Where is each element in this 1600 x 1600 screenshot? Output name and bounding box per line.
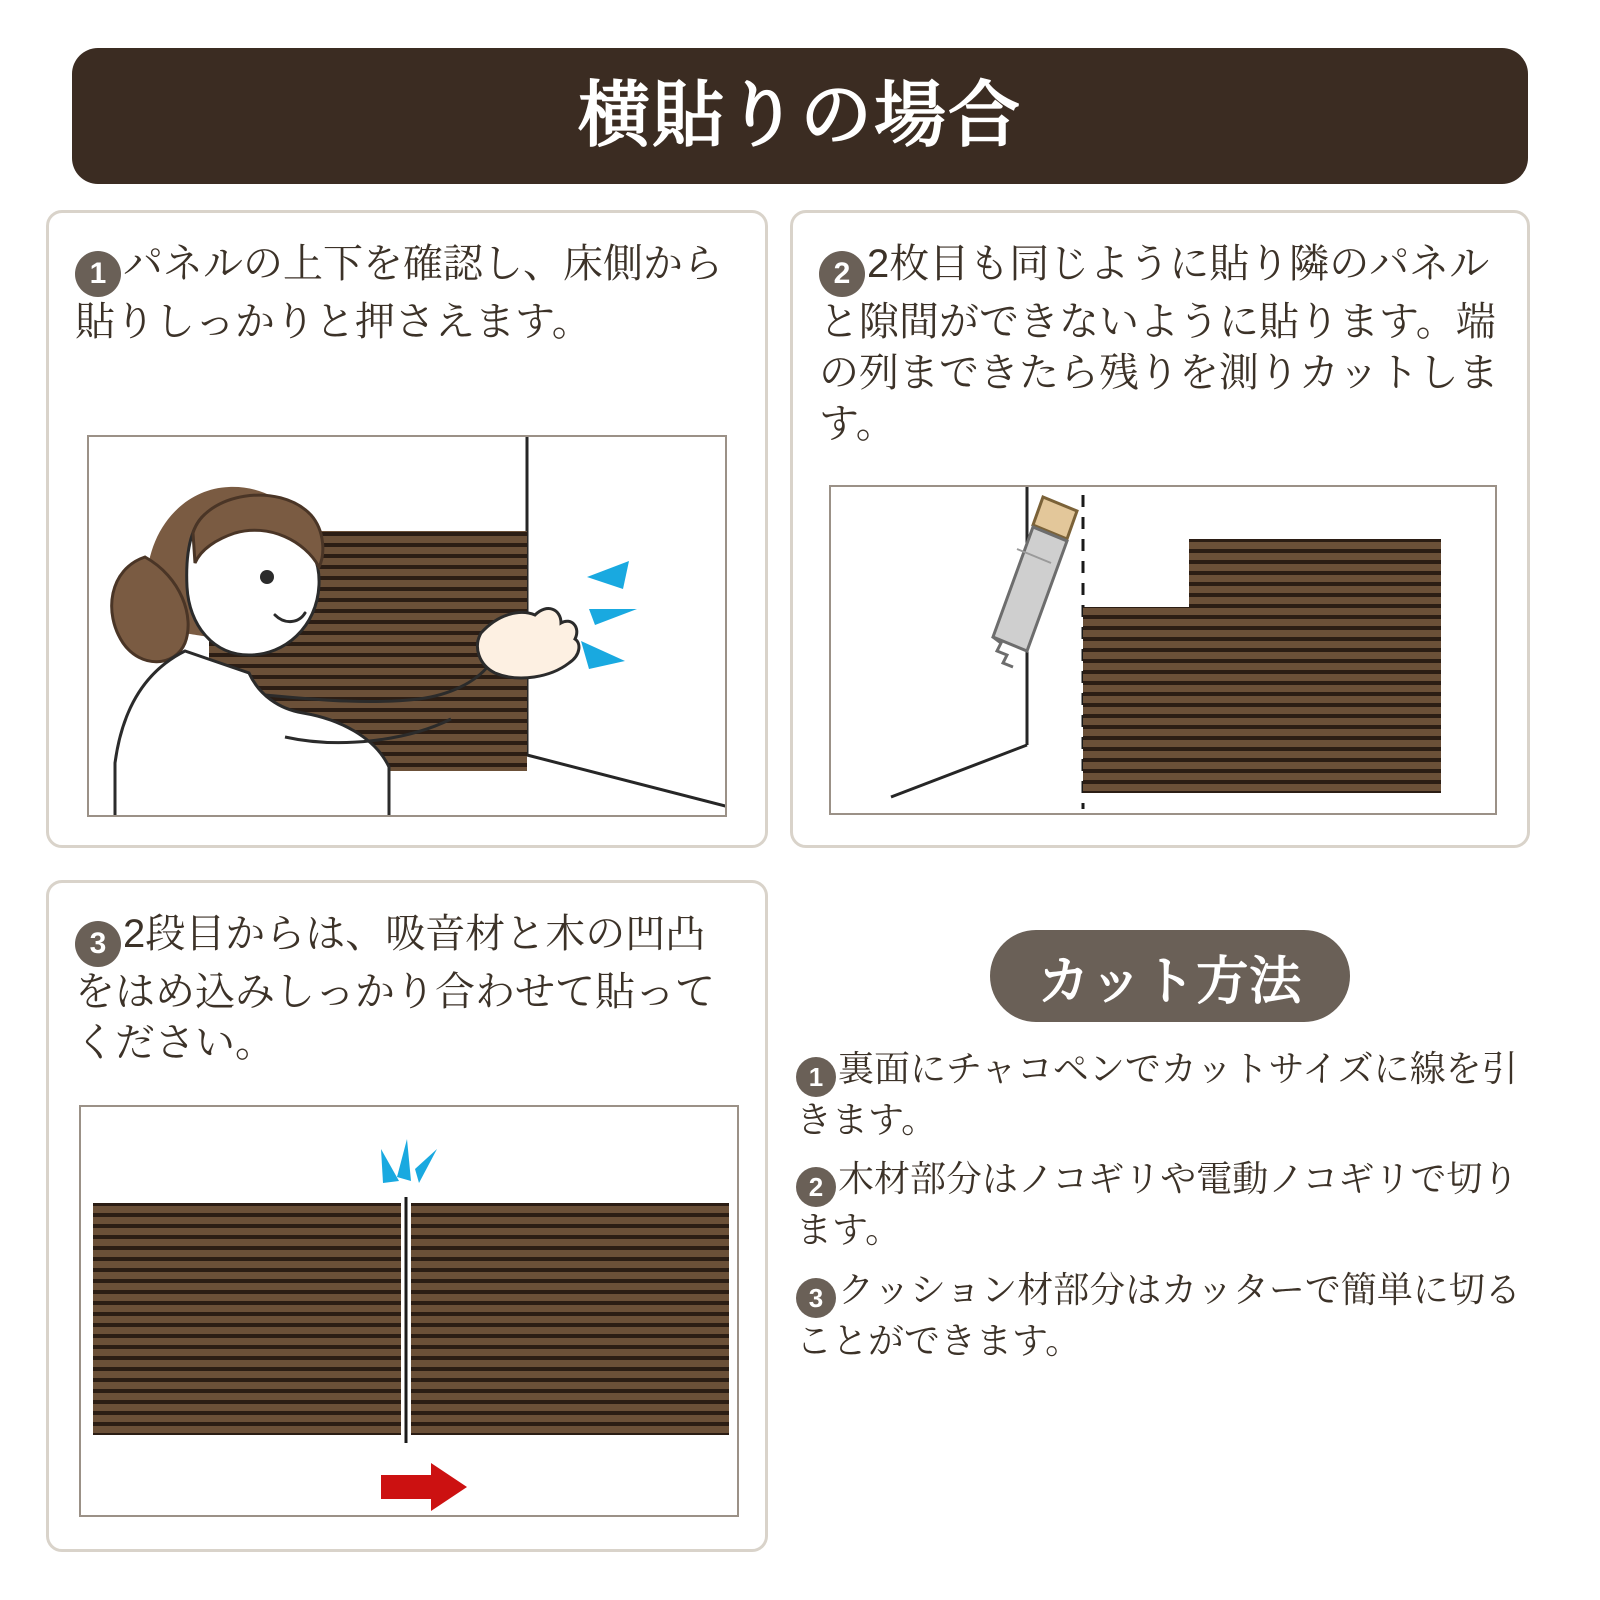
- cut-method-section: [790, 930, 1550, 1530]
- cut-method-item-2: [790, 1156, 1550, 1252]
- step-3-label: 2段目からは、吸音材と木の凹凸をはめ込みしっかり合わせて貼ってください。: [75, 912, 715, 1066]
- cut-method-item-1: [790, 1046, 1550, 1142]
- step-1-text-block: [49, 213, 765, 348]
- step-3-illustration: [79, 1105, 739, 1517]
- cut-item-3-label: クッション材部分はカッターで簡単に切ることができます。: [796, 1268, 1521, 1361]
- cut-item-2-label: 木材部分はノコギリや電動ノコギリで切ります。: [796, 1158, 1519, 1251]
- cut-item-1-label: 裏面にチャコペンでカットサイズに線を引きます。: [796, 1048, 1518, 1140]
- step-2-label: 2枚目も同じように貼り隣のパネルと隙間ができないように貼ります。端の列まできたら残りを測りカットします。: [819, 242, 1499, 447]
- step-3-text-block: [49, 883, 765, 1069]
- cut-item-3-number: 3: [796, 1278, 836, 1318]
- cut-item-2-number: 2: [796, 1167, 836, 1207]
- step-card-1: [46, 210, 768, 848]
- step-1-label: パネルの上下を確認し、床側から貼りしっかりと押さえます。: [75, 242, 723, 344]
- cut-method-item-3: [790, 1267, 1550, 1363]
- illustration-saw-cut: [831, 487, 1497, 815]
- illustration-woman-panel: [89, 437, 727, 817]
- step-2-illustration: [829, 485, 1497, 815]
- page-header-banner: [72, 48, 1528, 184]
- step-1-number: 1: [75, 251, 121, 297]
- cut-method-title: カット方法: [990, 930, 1350, 1022]
- step-2-text-block: [793, 213, 1527, 451]
- step-card-3: [46, 880, 768, 1552]
- step-3-number: 3: [75, 921, 121, 967]
- step-1-illustration: [87, 435, 727, 817]
- cut-item-1-number: 1: [796, 1057, 836, 1097]
- page-title: 横貼りの場合: [577, 76, 1022, 156]
- step-card-2: [790, 210, 1530, 848]
- step-2-number: 2: [819, 251, 865, 297]
- illustration-panel-join: [81, 1107, 739, 1517]
